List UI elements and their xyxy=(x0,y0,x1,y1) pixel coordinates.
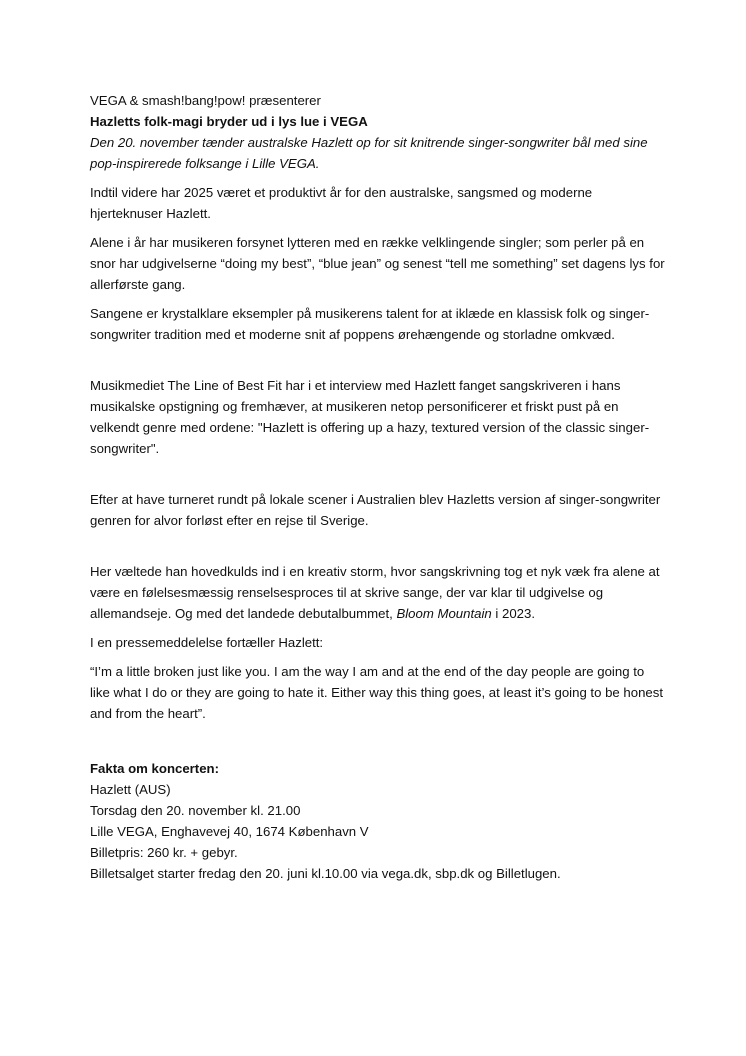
facts-artist: Hazlett (AUS) xyxy=(90,782,171,797)
album-title: Bloom Mountain xyxy=(396,606,492,621)
facts-sale: Billetsalget starter fredag den 20. juni kl.10.00 via vega.dk, sbp.dk og Billetlugen. xyxy=(90,866,561,881)
press-release xyxy=(90,90,665,884)
paragraph-singles: Alene i år har musikeren forsynet lytteren med en række velklingende singler; som perler på en snor har udgivelserne “doing my best”, “blue jean” og senest “tell me something” set dagens lys for allerførste gang. xyxy=(90,235,665,292)
paragraph-intro: Indtil videre har 2025 været et produktivt år for den australske, sangsmed og moderne hjerteknuser Hazlett. xyxy=(90,185,593,221)
quote-paragraph: “I’m a little broken just like you. I am the way I am and at the end of the day people are going to like what I do or they are going to hate it. Either way this thing goes, at least it’s going to be honest and from the heart”. xyxy=(90,664,664,721)
paragraph-tour: Efter at have turneret rundt på lokale scener i Australien blev Hazletts version af singer-songwriter genren for alvor forløst efter en rejse til Sverige. xyxy=(90,492,661,528)
headline: Hazletts folk-magi bryder ud i lys lue i VEGA xyxy=(90,114,368,129)
debut-text-start: Her væltede han hovedkulds ind i en kreativ storm, hvor sangskrivning tog et nyk væk fra alene at være en følelsesmæssig renselsesproces til at skrive sange, der var klar til udgivelse og allemandseje. Og med det landede debutalbummet, xyxy=(90,564,660,621)
paragraph-media: Musikmediet The Line of Best Fit har i et interview med Hazlett fanget sangskriveren i hans musikalske opstigning og fremhæver, at musikeren netop personificerer et friskt pust på en velkendt genre med ordene: "Hazlett is offering up a hazy, textured version of the classic singer-songwriter". xyxy=(90,378,650,456)
header-block xyxy=(90,90,665,174)
lead-paragraph: Den 20. november tænder australske Hazlett op for sit knitrende singer-songwriter bål med sine pop-inspirerede folksange i Lille VEGA. xyxy=(90,135,648,171)
concert-facts xyxy=(90,758,665,884)
facts-date: Torsdag den 20. november kl. 21.00 xyxy=(90,803,301,818)
debut-text-end: i 2023. xyxy=(491,606,535,621)
presenter-line: VEGA & smash!bang!pow! præsenterer xyxy=(90,93,321,108)
paragraph-debut xyxy=(90,561,665,624)
paragraph-press-intro: I en pressemeddelelse fortæller Hazlett: xyxy=(90,635,324,650)
facts-venue: Lille VEGA, Enghavevej 40, 1674 København V xyxy=(90,824,369,839)
paragraph-songs: Sangene er krystalklare eksempler på musikerens talent for at iklæde en klassisk folk og singer-songwriter tradition med et moderne snit af poppens ørehængende og storladne omkvæd. xyxy=(90,306,650,342)
facts-heading: Fakta om koncerten: xyxy=(90,761,219,776)
facts-price: Billetpris: 260 kr. + gebyr. xyxy=(90,845,238,860)
